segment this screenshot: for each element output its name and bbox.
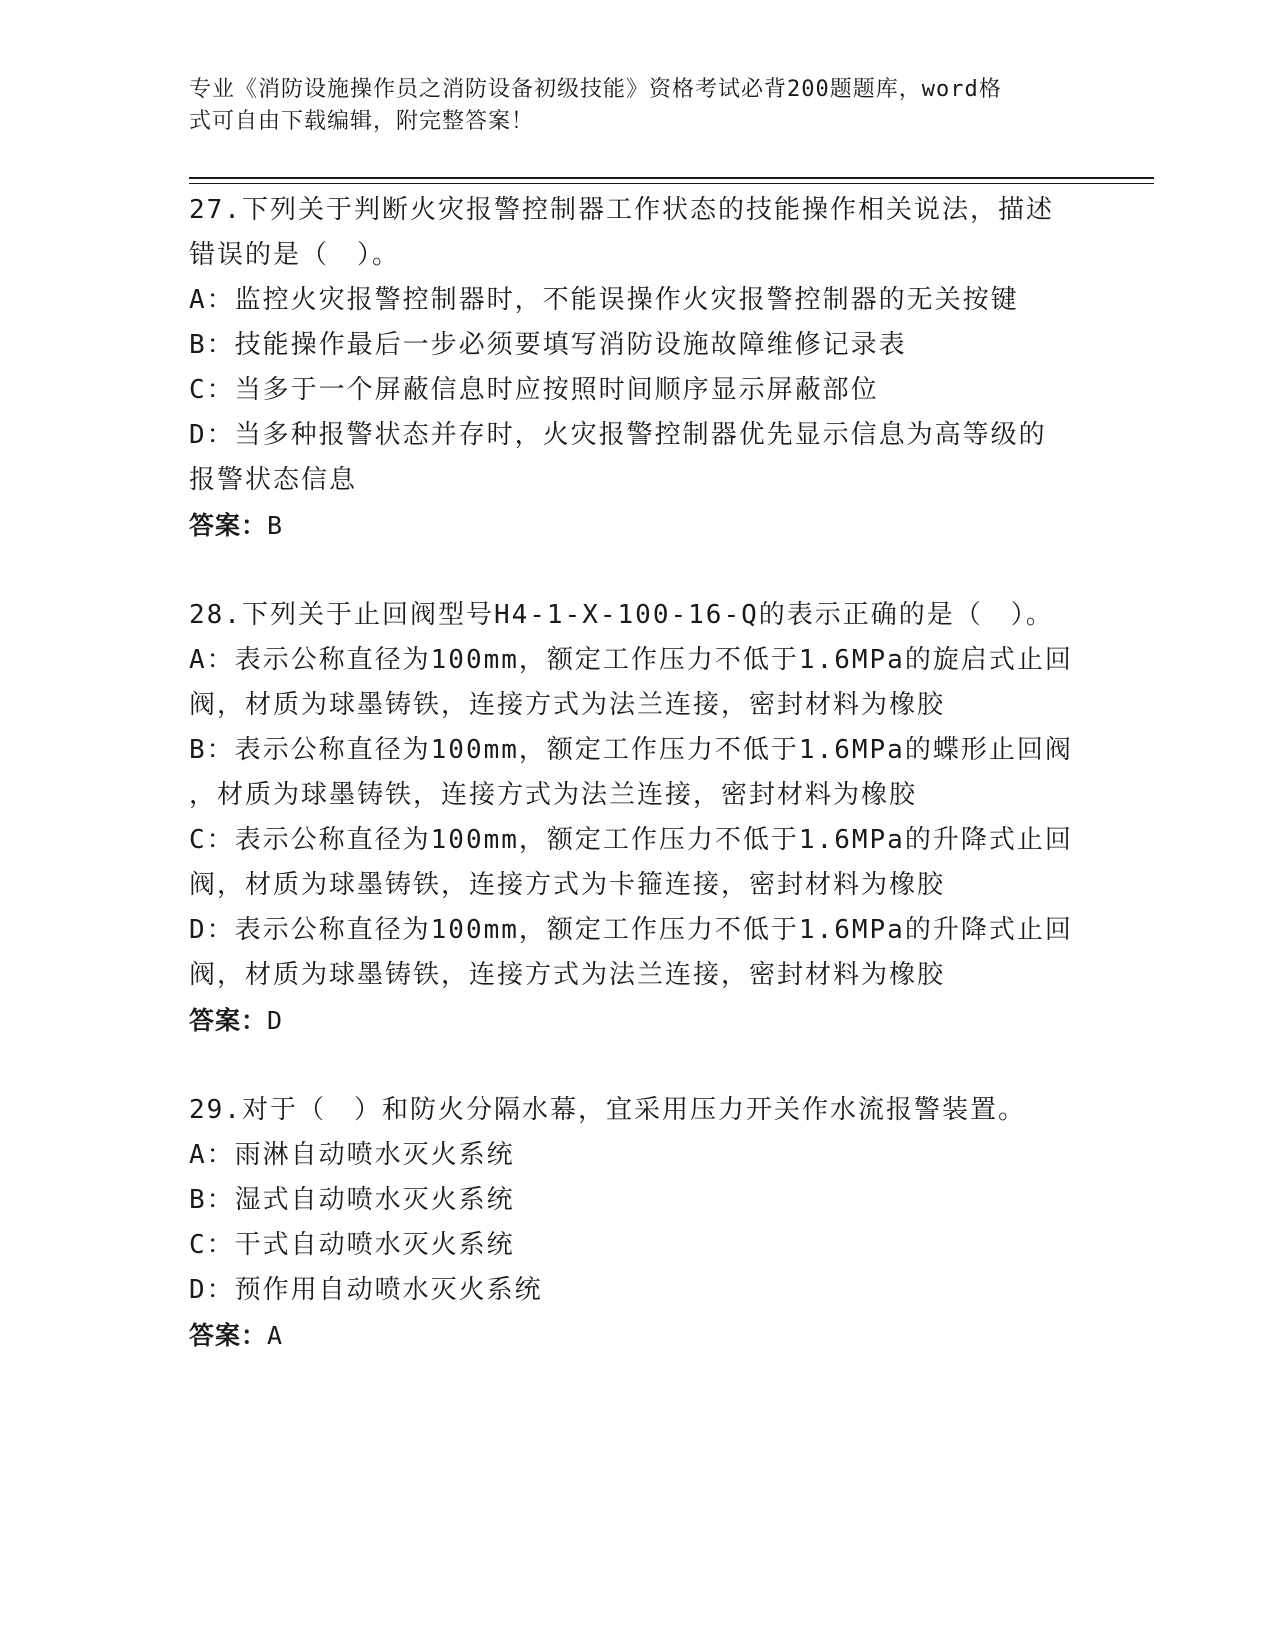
header-line-2: 式可自由下载编辑，附完整答案！ [189,109,535,134]
question-list [189,188,1089,1358]
option-a: A：监控火灾报警控制器时，不能误操作火灾报警控制器的无关按键 [189,285,1019,315]
answer-label: 答案： [189,1006,268,1035]
option-d: D：表示公称直径为100mm，额定工作压力不低于1.6MPa的升降式止回 [189,915,1073,945]
option-d: D：当多种报警状态并存时，火灾报警控制器优先显示信息为高等级的 [189,420,1047,450]
question-stem-line: 27.下列关于判断火灾报警控制器工作状态的技能操作相关说法，描述 [189,195,1054,225]
question-stem-line: 29.对于（ ）和防火分隔水幕，宜采用压力开关作水流报警装置。 [189,1095,1026,1125]
option-d: D：预作用自动喷水灭火系统 [189,1275,543,1305]
question-spacer [189,1043,1089,1088]
question-28 [189,593,1089,1043]
answer-label: 答案： [189,1321,268,1350]
option-b: B：表示公称直径为100mm，额定工作压力不低于1.6MPa的蝶形止回阀 [189,735,1073,765]
header-divider-thin [189,183,1154,184]
question-stem-line: 28.下列关于止回阀型号H4-1-X-100-16-Q的表示正确的是（ ）。 [189,600,1054,630]
option-c: C：当多于一个屏蔽信息时应按照时间顺序显示屏蔽部位 [189,375,879,405]
header-line-1: 专业《消防设施操作员之消防设备初级技能》资格考试必背200题题库，word格 [189,77,1002,102]
answer-value: A [267,1321,284,1350]
option-c: C：表示公称直径为100mm，额定工作压力不低于1.6MPa的升降式止回 [189,825,1073,855]
question-stem-line: 错误的是（ ）。 [189,240,401,270]
question-27 [189,188,1089,548]
option-d-continued: 阀，材质为球墨铸铁，连接方式为法兰连接，密封材料为橡胶 [189,960,946,990]
answer-label: 答案： [189,511,268,540]
option-d-continued: 报警状态信息 [189,465,358,495]
answer-value: B [267,511,284,540]
option-c: C：干式自动喷水灭火系统 [189,1230,515,1260]
answer-line [189,998,1089,1043]
option-a-continued: 阀，材质为球墨铸铁，连接方式为法兰连接，密封材料为橡胶 [189,690,946,720]
question-spacer [189,548,1089,593]
option-b-continued: ，材质为球墨铸铁，连接方式为法兰连接，密封材料为橡胶 [189,780,918,810]
option-a: A：表示公称直径为100mm，额定工作压力不低于1.6MPa的旋启式止回 [189,645,1073,675]
option-c-continued: 阀，材质为球墨铸铁，连接方式为卡箍连接，密封材料为橡胶 [189,870,946,900]
answer-value: D [267,1006,284,1035]
question-29 [189,1088,1089,1358]
document-header [189,74,1069,138]
option-a: A：雨淋自动喷水灭火系统 [189,1140,515,1170]
answer-line [189,1313,1089,1358]
option-b: B：湿式自动喷水灭火系统 [189,1185,515,1215]
option-b: B：技能操作最后一步必须要填写消防设施故障维修记录表 [189,330,907,360]
header-divider-thick [189,177,1154,179]
answer-line [189,503,1089,548]
